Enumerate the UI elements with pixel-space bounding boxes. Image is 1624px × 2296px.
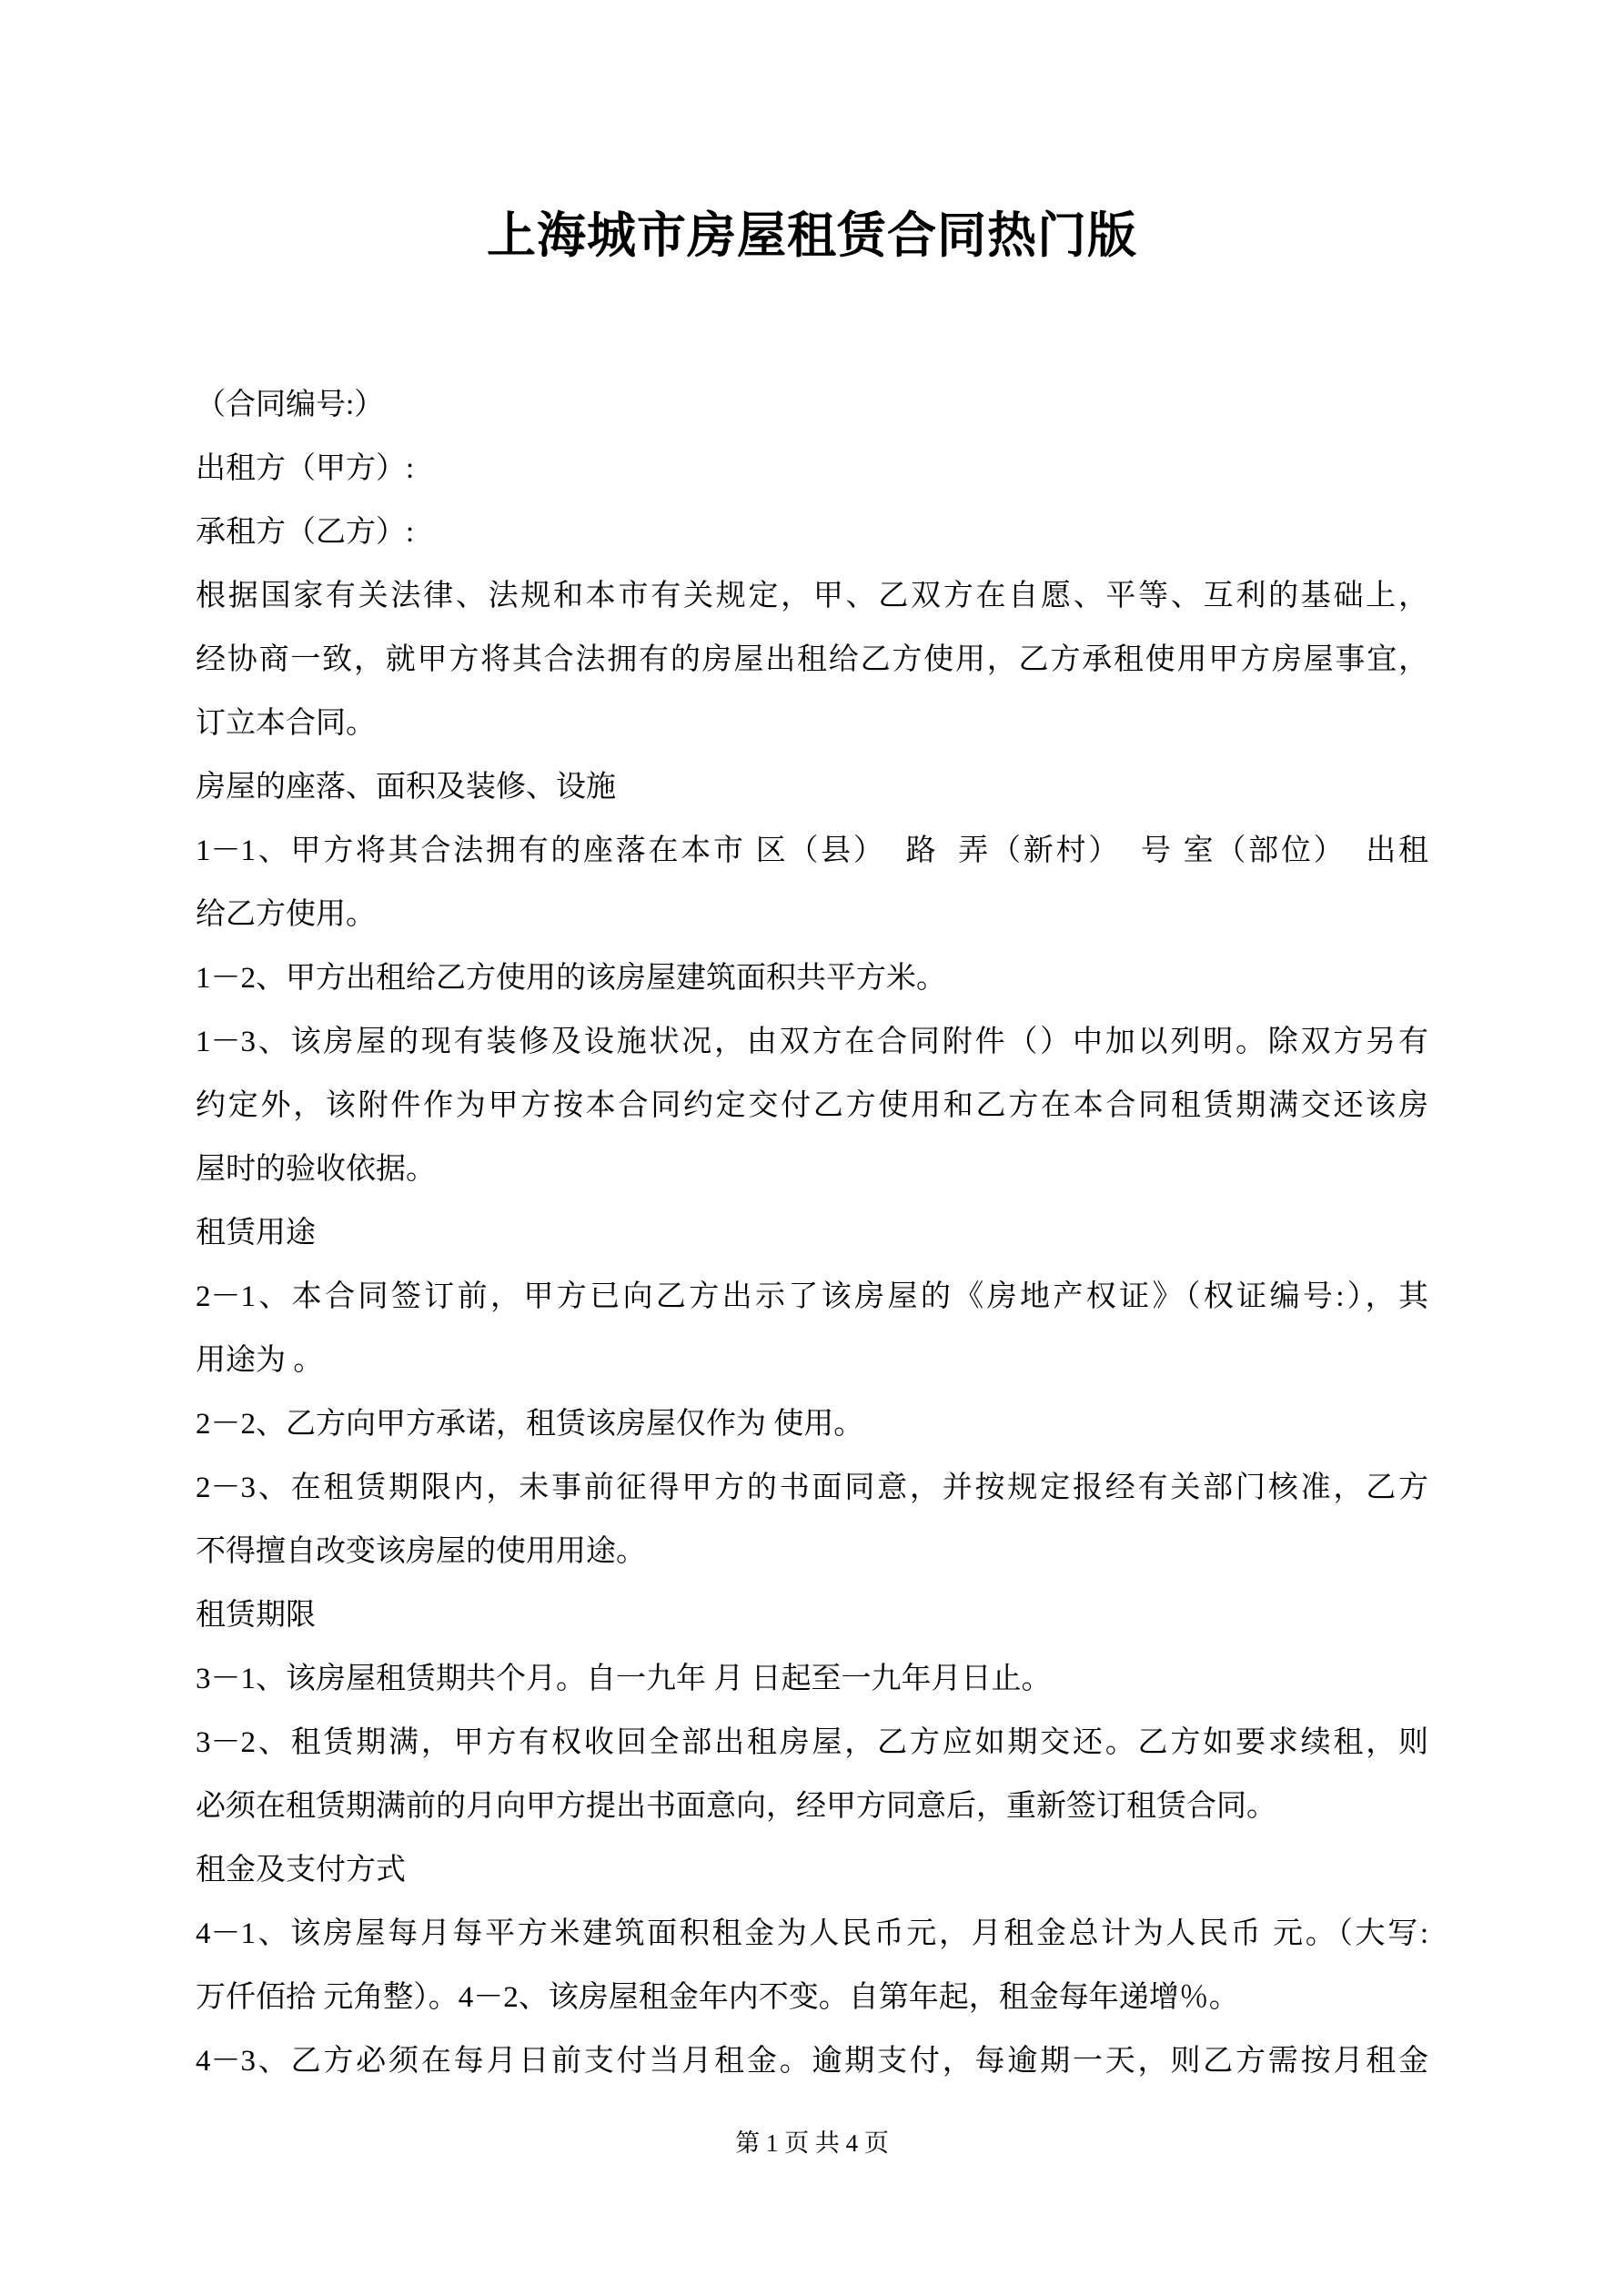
document-line: 承租方（乙方）: [196,516,415,549]
document-line: 租金及支付方式 [196,1854,406,1886]
document-line: 出租方（甲方）: [196,452,415,485]
document-line: 2－1、本合同签订前，甲方已向乙方出示了该房屋的《房地产权证》（权证编号:），其 [196,1280,1428,1313]
page-footer: 第 1 页 共 4 页 [735,2129,889,2157]
document-line: 1－2、甲方出租给乙方使用的该房屋建筑面积共平方米。 [196,962,946,995]
document-line: 用途为 。 [196,1344,324,1377]
document-line: 万仟佰拾 元角整）。4－2、该房屋租金年内不变。自第年起，租金每年递增％。 [196,1981,1239,2014]
document-line: 必须在租赁期满前的月向甲方提出书面意向，经甲方同意后，重新签订租赁合同。 [196,1790,1276,1823]
page-title: 上海城市房屋租赁合同热门版 [487,208,1137,263]
document-line: 经协商一致，就甲方将其合法拥有的房屋出租给乙方使用，乙方承租使用甲方房屋事宜， [196,643,1428,676]
document-line: 根据国家有关法律、法规和本市有关规定，甲、乙双方在自愿、平等、互利的基础上， [196,580,1428,612]
document-line: 4－1、该房屋每月每平方米建筑面积租金为人民币元，月租金总计为人民币 元。（大写: [196,1917,1428,1950]
document-line: 给乙方使用。 [196,898,376,931]
document-line: （合同编号:） [196,389,385,421]
document-line: 订立本合同。 [196,707,376,740]
document-line: 1－3、该房屋的现有装修及设施状况，由双方在合同附件（）中加以列明。除双方另有 [196,1026,1428,1058]
document-line: 租赁期限 [196,1599,316,1632]
document-line: 4－3、乙方必须在每月日前支付当月租金。逾期支付，每逾期一天，则乙方需按月租金 [196,2045,1428,2078]
document-body [196,373,1428,2093]
document-line: 屋时的验收依据。 [196,1153,436,1186]
document-line: 房屋的座落、面积及装修、设施 [196,771,616,804]
document-line: 不得擅自改变该房屋的使用用途。 [196,1535,646,1568]
document-line: 租赁用途 [196,1217,316,1249]
document-line: 3－2、租赁期满，甲方有权收回全部出租房屋，乙方应如期交还。乙方如要求续租，则 [196,1726,1428,1759]
document-line: 1－1、甲方将其合法拥有的座落在本市 区（县） 路 弄（新村） 号 室（部位） 出租 [196,834,1428,867]
document-line: 约定外，该附件作为甲方按本合同约定交付乙方使用和乙方在本合同租赁期满交还该房 [196,1089,1428,1122]
document-line: 2－3、在租赁期限内，未事前征得甲方的书面同意，并按规定报经有关部门核准，乙方 [196,1472,1428,1504]
document-line: 2－2、乙方向甲方承诺，租赁该房屋仅作为 使用。 [196,1408,864,1441]
document-line: 3－1、该房屋租赁期共个月。自一九年 月 日起至一九年月日止。 [196,1663,1052,1695]
